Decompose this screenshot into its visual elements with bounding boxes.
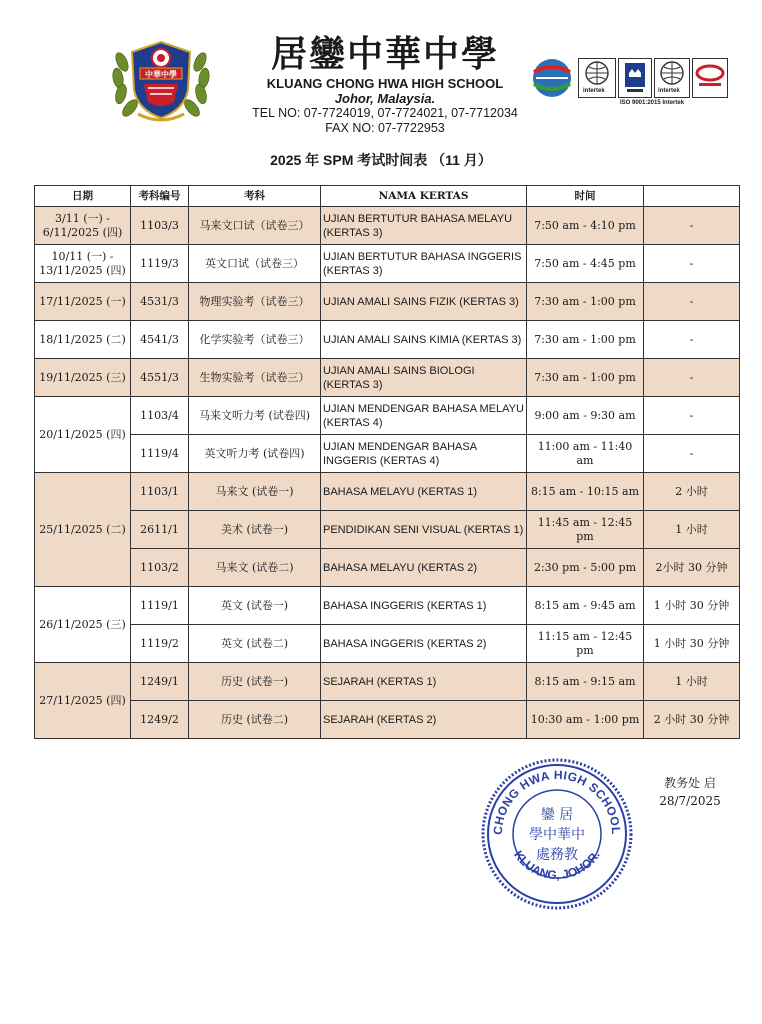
time-cell: 7:50 am - 4:45 pm — [527, 245, 644, 283]
telephone-numbers: TEL NO: 07-7724019, 07-7724021, 07-7712034 — [252, 106, 518, 120]
code-cell: 1103/1 — [131, 473, 189, 511]
stamp-center-line-1: 鑾 居 — [540, 807, 574, 823]
crest-text: 中華中學 — [145, 70, 177, 79]
code-cell: 4531/3 — [131, 283, 189, 321]
code-cell: 1119/1 — [131, 587, 189, 625]
issuer-block — [640, 774, 740, 810]
date-cell: 27/11/2025 (四) — [35, 663, 131, 739]
table-row — [35, 245, 740, 283]
subject-cell: 历史 (试卷一) — [189, 663, 321, 701]
red-oval-icon — [693, 59, 727, 97]
subject-cell: 英文听力考 (试卷四) — [189, 435, 321, 473]
subject-cell: 历史 (试卷二) — [189, 701, 321, 739]
table-row — [35, 207, 740, 245]
table-row — [35, 549, 740, 587]
duration-cell: 1 小时 30 分钟 — [644, 587, 740, 625]
code-cell: 1119/3 — [131, 245, 189, 283]
code-cell: 1249/1 — [131, 663, 189, 701]
time-cell: 11:45 am - 12:45 pm — [527, 511, 644, 549]
issue-date: 28/7/2025 — [659, 794, 721, 808]
duration-cell: 1 小时 — [644, 663, 740, 701]
table-row — [35, 625, 740, 663]
time-cell: 8:15 am - 10:15 am — [527, 473, 644, 511]
contact-info — [225, 106, 545, 136]
header-code: 考科编号 — [131, 186, 189, 207]
kertas-cell: BAHASA INGGERIS (KERTAS 1) — [321, 587, 527, 625]
subject-cell: 英文 (试卷二) — [189, 625, 321, 663]
kertas-cell: BAHASA MELAYU (KERTAS 2) — [321, 549, 527, 587]
kertas-cell: UJIAN BERTUTUR BAHASA MELAYU (KERTAS 3) — [321, 207, 527, 245]
intertek-label-2: intertek — [658, 88, 680, 94]
header-duration — [644, 186, 740, 207]
kertas-cell: UJIAN AMALI SAINS KIMIA (KERTAS 3) — [321, 321, 527, 359]
iso-label: ISO 9001:2015 Intertek — [620, 100, 685, 106]
code-cell: 1119/4 — [131, 435, 189, 473]
subject-cell: 化学实验考（试卷三） — [189, 321, 321, 359]
time-cell: 8:15 am - 9:15 am — [527, 663, 644, 701]
time-cell: 10:30 am - 1:00 pm — [527, 701, 644, 739]
date-cell: 20/11/2025 (四) — [35, 397, 131, 473]
kertas-cell: UJIAN MENDENGAR BAHASA MELAYU (KERTAS 4) — [321, 397, 527, 435]
code-cell: 1103/4 — [131, 397, 189, 435]
header-nama-kertas: NAMA KERTAS — [321, 186, 527, 207]
school-crest-logo — [108, 38, 214, 124]
duration-cell: - — [644, 359, 740, 397]
table-row — [35, 511, 740, 549]
code-cell: 1103/3 — [131, 207, 189, 245]
code-cell: 4551/3 — [131, 359, 189, 397]
office-stamp-seal — [478, 755, 636, 913]
time-cell: 9:00 am - 9:30 am — [527, 397, 644, 435]
date-cell: 3/11 (一) - 6/11/2025 (四) — [35, 207, 131, 245]
subject-cell: 马来文 (试卷二) — [189, 549, 321, 587]
header-subject: 考科 — [189, 186, 321, 207]
intertek-cert-badge-2 — [654, 58, 690, 98]
table-row — [35, 587, 740, 625]
ukas-crown-icon — [619, 59, 651, 97]
issuer-name: 教务处 启 — [664, 776, 716, 790]
code-cell: 1249/2 — [131, 701, 189, 739]
subject-cell: 物理实验考（试卷三） — [189, 283, 321, 321]
kertas-cell: UJIAN BERTUTUR BAHASA INGGERIS (KERTAS 3) — [321, 245, 527, 283]
subject-cell: 马来文口试（试卷三） — [189, 207, 321, 245]
header-date: 日期 — [35, 186, 131, 207]
duration-cell: 2 小时 — [644, 473, 740, 511]
table-header-row — [35, 186, 740, 207]
code-cell: 4541/3 — [131, 321, 189, 359]
exam-schedule-table — [34, 185, 740, 739]
table-row — [35, 435, 740, 473]
table-row — [35, 359, 740, 397]
ukas-cert-badge — [618, 58, 652, 98]
subject-cell: 生物实验考（试卷三） — [189, 359, 321, 397]
intertek-label: intertek — [583, 88, 605, 94]
school-location: Johor, Malaysia. — [334, 91, 436, 106]
subject-cell: 美术 (试卷一) — [189, 511, 321, 549]
duration-cell: - — [644, 283, 740, 321]
duration-cell: 2小时 30 分钟 — [644, 549, 740, 587]
duration-cell: 1 小时 — [644, 511, 740, 549]
duration-cell: - — [644, 321, 740, 359]
date-cell: 26/11/2025 (三) — [35, 587, 131, 663]
subject-cell: 英文口试（试卷三） — [189, 245, 321, 283]
code-cell: 1119/2 — [131, 625, 189, 663]
school-name-chinese: 居鑾中華中學 — [270, 33, 499, 75]
kertas-cell: SEJARAH (KERTAS 1) — [321, 663, 527, 701]
header-time: 时间 — [527, 186, 644, 207]
date-cell: 19/11/2025 (三) — [35, 359, 131, 397]
kertas-cell: BAHASA INGGERIS (KERTAS 2) — [321, 625, 527, 663]
kertas-cell: PENDIDIKAN SENI VISUAL (KERTAS 1) — [321, 511, 527, 549]
subject-cell: 马来文 (试卷一) — [189, 473, 321, 511]
kertas-cell: UJIAN AMALI SAINS BIOLOGI (KERTAS 3) — [321, 359, 527, 397]
table-row — [35, 473, 740, 511]
stamp-center-line-2: 學中華中 — [529, 827, 585, 843]
duration-cell: - — [644, 397, 740, 435]
table-row — [35, 663, 740, 701]
time-cell: 7:30 am - 1:00 pm — [527, 283, 644, 321]
stamp-ring-top: CHONG HWA HIGH SCHOOL — [490, 767, 624, 836]
date-cell: 25/11/2025 (二) — [35, 473, 131, 587]
fax-number: FAX NO: 07-7722953 — [325, 121, 445, 135]
stamp-center-line-3: 處務教 — [536, 847, 578, 863]
subject-cell: 马来文听力考 (试卷四) — [189, 397, 321, 435]
date-cell: 10/11 (一) - 13/11/2025 (四) — [35, 245, 131, 283]
intertek-globe-icon — [579, 59, 615, 87]
code-cell: 2611/1 — [131, 511, 189, 549]
kertas-cell: UJIAN AMALI SAINS FIZIK (KERTAS 3) — [321, 283, 527, 321]
time-cell: 11:00 am - 11:40 am — [527, 435, 644, 473]
table-row — [35, 701, 740, 739]
intertek-cert-badge — [578, 58, 616, 98]
kertas-cell: SEJARAH (KERTAS 2) — [321, 701, 527, 739]
duration-cell: 1 小时 30 分钟 — [644, 625, 740, 663]
table-row — [35, 283, 740, 321]
time-cell: 7:50 am - 4:10 pm — [527, 207, 644, 245]
stamp-ring-bottom: KLUANG, JOHOR. — [511, 847, 603, 883]
kertas-cell: BAHASA MELAYU (KERTAS 1) — [321, 473, 527, 511]
kertas-cell: UJIAN MENDENGAR BAHASA INGGERIS (KERTAS 4) — [321, 435, 527, 473]
duration-cell: - — [644, 435, 740, 473]
time-cell: 2:30 pm - 5:00 pm — [527, 549, 644, 587]
school-name-english: KLUANG CHONG HWA HIGH SCHOOL — [266, 76, 504, 91]
time-cell: 7:30 am - 1:00 pm — [527, 321, 644, 359]
table-row — [35, 397, 740, 435]
date-cell: 18/11/2025 (二) — [35, 321, 131, 359]
subject-cell: 英文 (试卷一) — [189, 587, 321, 625]
duration-cell: - — [644, 245, 740, 283]
globe-certification-icon — [528, 56, 576, 100]
intertek-globe-icon-2 — [655, 59, 689, 87]
time-cell: 8:15 am - 9:45 am — [527, 587, 644, 625]
duration-cell: 2 小时 30 分钟 — [644, 701, 740, 739]
time-cell: 7:30 am - 1:00 pm — [527, 359, 644, 397]
table-row — [35, 321, 740, 359]
red-cert-badge — [692, 58, 728, 98]
page-title: 2025 年 SPM 考试时间表 （11 月） — [270, 152, 492, 168]
code-cell: 1103/2 — [131, 549, 189, 587]
time-cell: 11:15 am - 12:45 pm — [527, 625, 644, 663]
date-cell: 17/11/2025 (一) — [35, 283, 131, 321]
duration-cell: - — [644, 207, 740, 245]
